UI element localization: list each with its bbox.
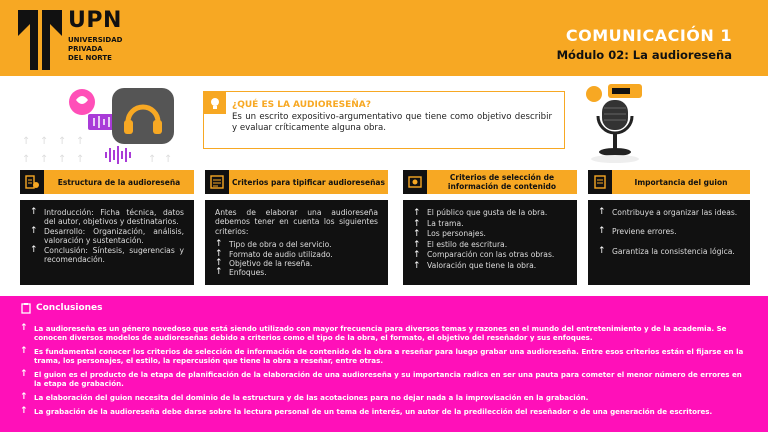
card-header-structure (20, 170, 194, 194)
microphone-illustration-icon (580, 80, 650, 164)
arrow-up-icon: ↑ (20, 406, 28, 416)
card-body-script (588, 200, 750, 285)
card-title-structure: Estructura de la audioreseña (57, 177, 181, 187)
conclusion-item: ↑ La grabación de la audioreseña debe darse sobre la lectura personal de un tema de interés, un autor de la predilección del reseñador o de una generación de escritores. (20, 406, 713, 416)
audio-illustration-icon (10, 82, 180, 168)
svg-text:↑: ↑ (164, 154, 173, 165)
arrow-up-icon: ↑ (20, 323, 28, 333)
script-icon (588, 170, 612, 194)
list-item: ↑ Enfoques. (215, 267, 267, 278)
conclusions-title: Conclusiones (20, 302, 103, 314)
svg-text:↑: ↑ (58, 136, 67, 147)
card-header-script (588, 170, 750, 194)
list-item: ↑ Objetivo de la reseña. (215, 258, 313, 269)
card-body-structure (20, 200, 194, 285)
arrow-up-icon: ↑ (413, 239, 421, 250)
selection-icon (403, 170, 427, 194)
arrow-up-icon: ↑ (413, 229, 421, 240)
svg-text:↑: ↑ (22, 154, 31, 165)
list-item: ↑ Conclusión: Síntesis, sugerencias y recomendación. (30, 244, 184, 265)
arrow-up-icon: ↑ (30, 207, 38, 217)
arrow-up-icon: ↑ (598, 226, 606, 237)
list-item: ↑ Previene errores. (598, 226, 677, 237)
arrow-up-icon: ↑ (413, 208, 421, 218)
list-item: ↑ Valoración que tiene la obra. (413, 260, 537, 271)
definition-title: ¿QUÉ ES LA AUDIORESEÑA? (232, 100, 371, 110)
list-item: ↑ Formato de audio utilizado. (215, 248, 333, 259)
arrow-up-icon: ↑ (598, 245, 606, 256)
card-title-criteria: Criterios para tipificar audioreseñas (232, 177, 385, 187)
list-item: ↑ Tipo de obra o del servicio. (215, 239, 332, 250)
conclusion-item: ↑ La audioreseña es un género novedoso que está siendo utilizado con mayor frecuencia para diversos temas y razones en el mundo del entretenimiento y de la academia. Se conocen diversos modelos de audioreseñas debido a criterios como el tipo de la obra, el formato, el objetivo del reseñador y sus enfoques. (20, 323, 727, 342)
list-item: ↑ El estilo de escritura. (413, 239, 508, 250)
list-item: ↑ Los personajes. (413, 229, 486, 240)
list-item: ↑ Garantiza la consistencia lógica. (598, 245, 735, 256)
arrow-up-icon: ↑ (413, 260, 421, 271)
structure-icon (20, 170, 44, 194)
list-item: ↑ El público que gusta de la obra. (413, 208, 548, 218)
arrow-up-icon: ↑ (20, 346, 28, 356)
card-body-criteria (205, 200, 388, 285)
conclusion-item: ↑ El guion es el producto de la etapa de planificación de la elaboración de una audioreseña y su importancia radica en ser una pauta para cometer el menor número de errores en la etapa de grabación. (20, 369, 742, 388)
logo-subtitle: UNIVERSIDAD PRIVADA DEL NORTE (68, 36, 123, 62)
card-header-criteria (205, 170, 388, 194)
svg-text:↑: ↑ (58, 154, 67, 165)
arrow-up-icon: ↑ (30, 225, 38, 236)
svg-text:↑: ↑ (148, 154, 157, 165)
list-item: ↑ La trama. (413, 218, 464, 229)
svg-text:↑: ↑ (40, 154, 49, 165)
list-item: ↑ Contribuye a organizar las ideas. (598, 207, 738, 217)
svg-text:↑: ↑ (76, 136, 85, 147)
definition-text: Es un escrito expositivo-argumentativo que tiene como objetivo describir y evaluar críticamente alguna obra. (232, 112, 552, 133)
card-header-selection (403, 170, 577, 194)
list-item: ↑ Comparación con las otras obras. (413, 250, 555, 261)
clipboard-icon (20, 302, 32, 314)
conclusions-section (0, 296, 768, 432)
arrow-up-icon: ↑ (413, 218, 421, 229)
criteria-icon (205, 170, 229, 194)
arrow-up-icon: ↑ (215, 248, 223, 259)
svg-text:↑: ↑ (76, 154, 85, 165)
card-body-selection (403, 200, 577, 285)
definition-box (203, 91, 565, 149)
card-intro: Antes de elaborar una audioreseña debemos tener en cuenta los siguientes criterios: (215, 208, 378, 236)
arrow-up-icon: ↑ (215, 239, 223, 250)
course-title: COMUNICACIÓN 1 (565, 26, 732, 45)
card-title-script: Importancia del guion (634, 177, 728, 187)
arrow-up-icon: ↑ (598, 207, 606, 217)
list-item: ↑ Desarrollo: Organización, análisis, valoración y sustentación. (30, 225, 184, 246)
arrow-up-icon: ↑ (20, 392, 28, 402)
upn-logo (14, 8, 124, 72)
lightbulb-icon (204, 92, 226, 114)
conclusion-item: ↑ La elaboración del guion necesita del dominio de la estructura y de las acotaciones para no dejar nada a la improvisación en la grabación. (20, 392, 589, 402)
arrow-up-icon: ↑ (215, 258, 223, 269)
header-bar (0, 0, 768, 76)
upn-logo-mark-icon (18, 10, 62, 70)
list-item: ↑ Introducción: Ficha técnica, datos del autor, objetivos y destinatarios. (30, 207, 184, 227)
arrow-up-icon: ↑ (30, 244, 38, 255)
card-title-selection: Criterios de selección de información de contenido (447, 173, 557, 191)
module-title: Módulo 02: La audioreseña (556, 48, 732, 62)
arrow-up-icon: ↑ (413, 250, 421, 261)
arrow-up-icon: ↑ (20, 369, 28, 379)
arrow-up-icon: ↑ (215, 267, 223, 278)
conclusion-item: ↑ Es fundamental conocer los criterios de selección de información de contenido de la obra a reseñar para luego grabar una audioreseña. Entre esos criterios están el fijarse en la trama, los personajes, el estilo, la repercusión que tiene la obra a reseñar, entre otras. (20, 346, 744, 365)
logo-name: UPN (68, 8, 122, 33)
svg-text:↑: ↑ (40, 136, 49, 147)
svg-text:↑: ↑ (22, 136, 31, 147)
